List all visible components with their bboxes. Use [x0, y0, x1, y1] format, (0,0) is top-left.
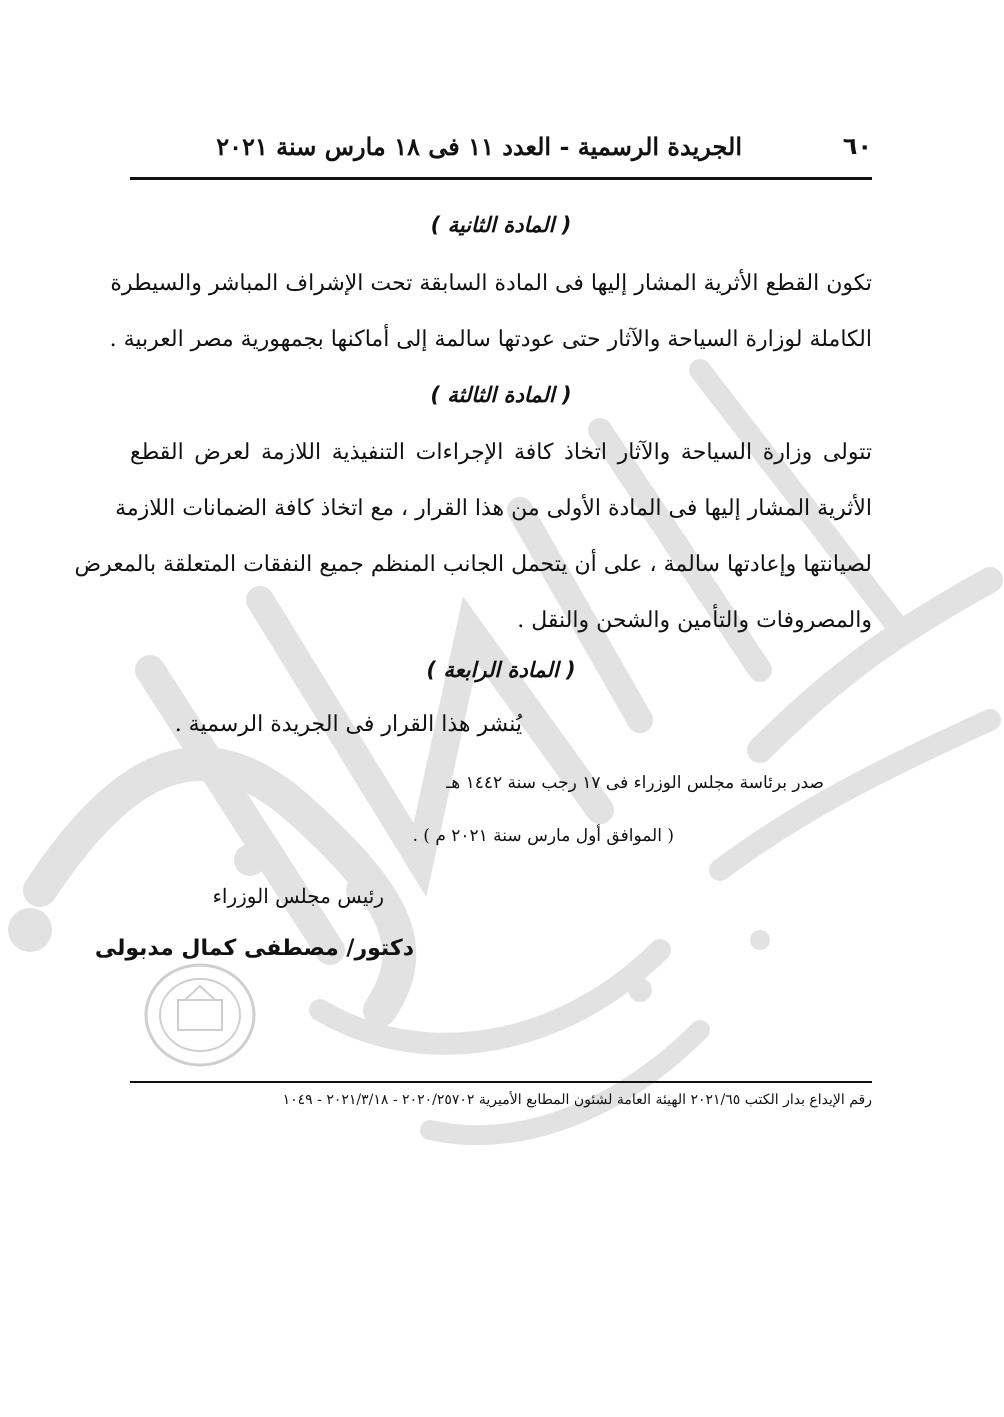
article-2-line: الكاملة لوزارة السياحة والآثار حتى عودتها سالمة إلى أماكنها بجمهورية مصر العربية .: [109, 327, 872, 352]
page-header: [130, 128, 872, 168]
header-title: الجريدة الرسمية - العدد ١١ فى ١٨ مارس سنة ٢٠٢١: [216, 132, 742, 161]
footer-deposit-number: رقم الإيداع بدار الكتب ٢٠٢١/٦٥ الهيئة العامة لشئون المطابع الأميرية ٢٠٢٠/٢٥٧٠٢ - ٢٠٢١/٣/١٨ - ١٠٤٩: [282, 1092, 872, 1108]
article-2-text: [109, 256, 872, 368]
article-4-text: يُنشر هذا القرار فى الجريدة الرسمية .: [174, 712, 522, 737]
article-3-line: تتولى وزارة السياحة والآثار اتخاذ كافة الإجراءات التنفيذية اللازمة لعرض القطع: [130, 440, 872, 465]
article-3-text: [74, 425, 872, 649]
header-divider: [130, 177, 872, 180]
article-3-line: والمصروفات والتأمين والشحن والنقل .: [517, 608, 872, 633]
footer-divider: [130, 1081, 872, 1083]
article-3-line: لصيانتها وإعادتها سالمة ، على أن يتحمل الجانب المنظم جميع النفقات المتعلقة بالمعرض: [74, 552, 872, 577]
issued-date-gregorian: ( الموافق أول مارس سنة ٢٠٢١ م ) .: [412, 826, 674, 846]
article-4-heading: ( المادة الرابعة ): [426, 658, 576, 682]
signature-name: دكتور/ مصطفى كمال مدبولى: [94, 936, 414, 961]
page-number: ٦٠: [842, 132, 872, 160]
signature-title: رئيس مجلس الوزراء: [212, 884, 384, 908]
article-2-line: تكون القطع الأثرية المشار إليها فى المادة السابقة تحت الإشراف المباشر والسيطرة: [110, 271, 872, 296]
article-3-heading: ( المادة الثالثة ): [430, 383, 572, 407]
article-3-line: الأثرية المشار إليها فى المادة الأولى من هذا القرار ، مع اتخاذ كافة الضمانات اللازمة: [115, 496, 872, 521]
seal-graphic: [140, 960, 260, 1070]
article-2-heading: ( المادة الثانية ): [430, 213, 572, 237]
issued-date-hijri: صدر برئاسة مجلس الوزراء فى ١٧ رجب سنة ١٤٤٢ هـ: [446, 773, 824, 793]
